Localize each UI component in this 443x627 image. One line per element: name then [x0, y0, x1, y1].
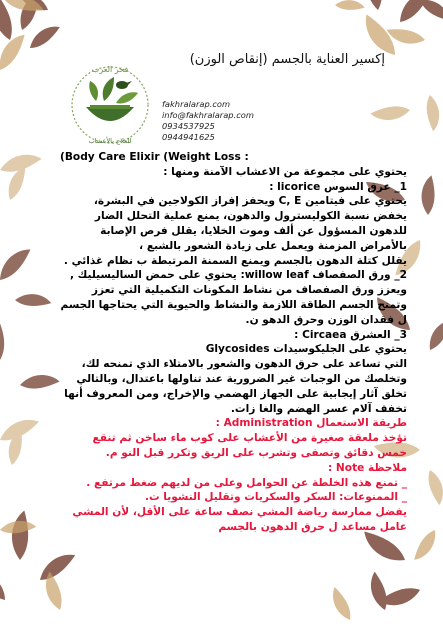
email-link[interactable]: info@fakhralarap.com	[162, 110, 254, 120]
phone-number-2: 0944941625	[162, 132, 215, 142]
contact-info	[162, 99, 254, 143]
ingredient-3-description: التي تساعد على حرق الدهون والشعور بالامتلاء الذي تمنحه لك، وتخلصك من الوجبات غير الضرورية عند تناولها باعتدال، وبالتالي تخلق آثار إيجابية على الجهاز الهضمي والإخراج، ومن المعروف أنها تخفف آلام عسر الهضم والغا زات.	[64, 358, 407, 415]
product-name-line: (Body Care Elixir (Weight Loss :	[60, 151, 249, 163]
administration-instructions: تؤخذ ملعقة صغيرة من الأعشاب على كوب ماء ساخن ثم تنقع خمس دقائق وتصفى وتشرب على الريق وتكرر قبل النو م.	[92, 432, 407, 459]
note-prohibited: _ الممنوعات: السكر والسكريات وتقليل النشويا ت.	[144, 491, 407, 504]
logo-brand-name: فخر العرب	[91, 65, 129, 74]
ingredient-2-paragraph: 2_ ورق الصفصاف willow leaf: يحتوي على حمض الساليسيليك , ويعزز ورق الصفصاف من نشاط المكونات التكميلية التي تعزز وتمنح الجسم الطاقة اللازمة والنشاط والحيوية التي يحتاجها الجسم ل فقدان الوزن وحرق الدهو ن.	[60, 269, 407, 326]
ingredient-1-description: يحتوي على فيتامين C, E ويحفز إفراز الكولاجين في البشرة، يخفض نسبة الكوليسترول والدهون، يمنع عملية التحلل الضار للدهون المسؤول عن ألف وموت الخلايا، يقلل فرص الإصابة بالأمراض المزمنة ويعمل على زيادة الشعور بالشبع ،	[93, 195, 407, 252]
ingredient-1-description-cont: يقلل كتلة الدهون بالجسم ويمنع السمنة المرتبطة ب نظام غذائي .	[63, 254, 407, 267]
phone-number-1: 0934537925	[162, 121, 215, 131]
ingredient-3-subheading: يحتوي على الجليكوسيدات Glycosides	[205, 343, 407, 356]
note-exercise: يفضل ممارسة رياضة المشي نصف ساعة على الأقل، لأن المشي عامل مساعد ل حرق الدهون بالجسم	[72, 506, 407, 533]
brand-logo	[60, 55, 160, 155]
ingredient-1-heading: 1_ عرق السوس licorice :	[269, 180, 407, 193]
note-warning: _ تمنع هذه الخلطة عن الحوامل وعلى من لديهم ضغط مرتفع .	[86, 476, 407, 489]
product-description	[60, 150, 407, 535]
ingredient-3-heading: 3_ العشرق Circaea :	[294, 328, 407, 341]
logo-tagline: للعلاج بالأعشاب	[88, 137, 132, 145]
note-heading: ملاحظة Note :	[327, 461, 407, 474]
mortar-and-leaves-logo-icon	[60, 55, 160, 155]
website-link[interactable]: fakhralarap.com	[162, 99, 231, 109]
intro-line: يحتوي على مجموعة من الاعشاب الآمنة ومنها :	[163, 165, 407, 178]
administration-heading: طريقة الاستعمال Administration :	[215, 417, 407, 430]
page-title: إكسير العناية بالجسم (إنقاص الوزن)	[189, 52, 385, 67]
